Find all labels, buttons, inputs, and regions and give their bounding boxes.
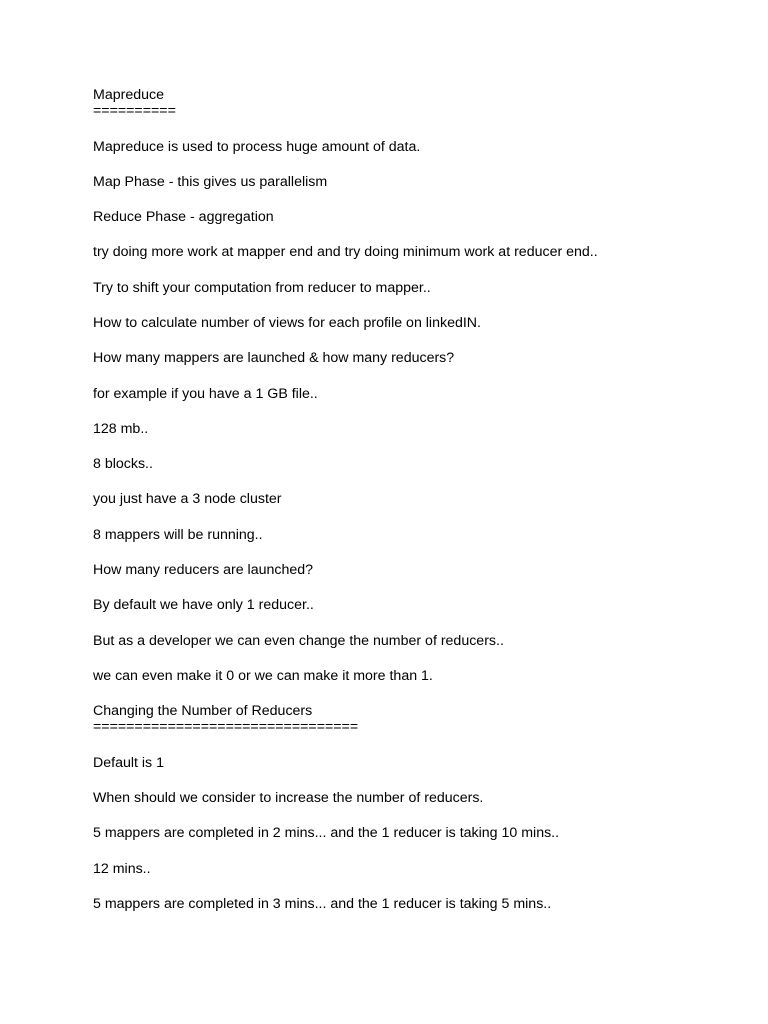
section-title-underline: ================================	[93, 719, 359, 736]
paragraph: How many reducers are launched?	[93, 562, 314, 579]
paragraph: How to calculate number of views for each profile on linkedIN.	[93, 314, 481, 331]
paragraph: But as a developer we can even change the number of reducers..	[93, 632, 504, 649]
paragraph: 8 blocks..	[93, 456, 153, 473]
paragraph: Map Phase - this gives us parallelism	[93, 173, 328, 190]
paragraph: How many mappers are launched & how many reducers?	[93, 350, 455, 367]
section-mapreduce	[93, 87, 733, 684]
section-title: Mapreduce	[93, 87, 164, 103]
paragraph: 8 mappers will be running..	[93, 526, 263, 543]
section-body	[93, 139, 733, 684]
paragraph: Try to shift your computation from reducer to mapper..	[93, 279, 431, 296]
paragraph: we can even make it 0 or we can make it more than 1.	[93, 667, 433, 684]
paragraph: When should we consider to increase the number of reducers.	[93, 790, 484, 807]
paragraph: Mapreduce is used to process huge amount of data.	[93, 138, 421, 155]
section-title-underline: ==========	[93, 103, 176, 119]
paragraph: for example if you have a 1 GB file..	[93, 385, 318, 402]
section-title: Changing the Number of Reducers	[93, 703, 313, 720]
section-changing-reducers	[93, 703, 733, 912]
paragraph: 12 mins..	[93, 860, 151, 877]
paragraph: you just have a 3 node cluster	[93, 491, 282, 508]
paragraph: 128 mb..	[93, 420, 149, 437]
paragraph: Reduce Phase - aggregation	[93, 209, 274, 226]
paragraph: Default is 1	[93, 754, 164, 771]
paragraph: 5 mappers are completed in 2 mins... and the 1 reducer is taking 10 mins..	[93, 825, 560, 842]
paragraph: try doing more work at mapper end and try doing minimum work at reducer end..	[93, 244, 598, 261]
paragraph: 5 mappers are completed in 3 mins... and the 1 reducer is taking 5 mins..	[93, 895, 552, 912]
section-body	[93, 755, 733, 912]
paragraph: By default we have only 1 reducer..	[93, 597, 314, 614]
document-content	[93, 87, 733, 931]
